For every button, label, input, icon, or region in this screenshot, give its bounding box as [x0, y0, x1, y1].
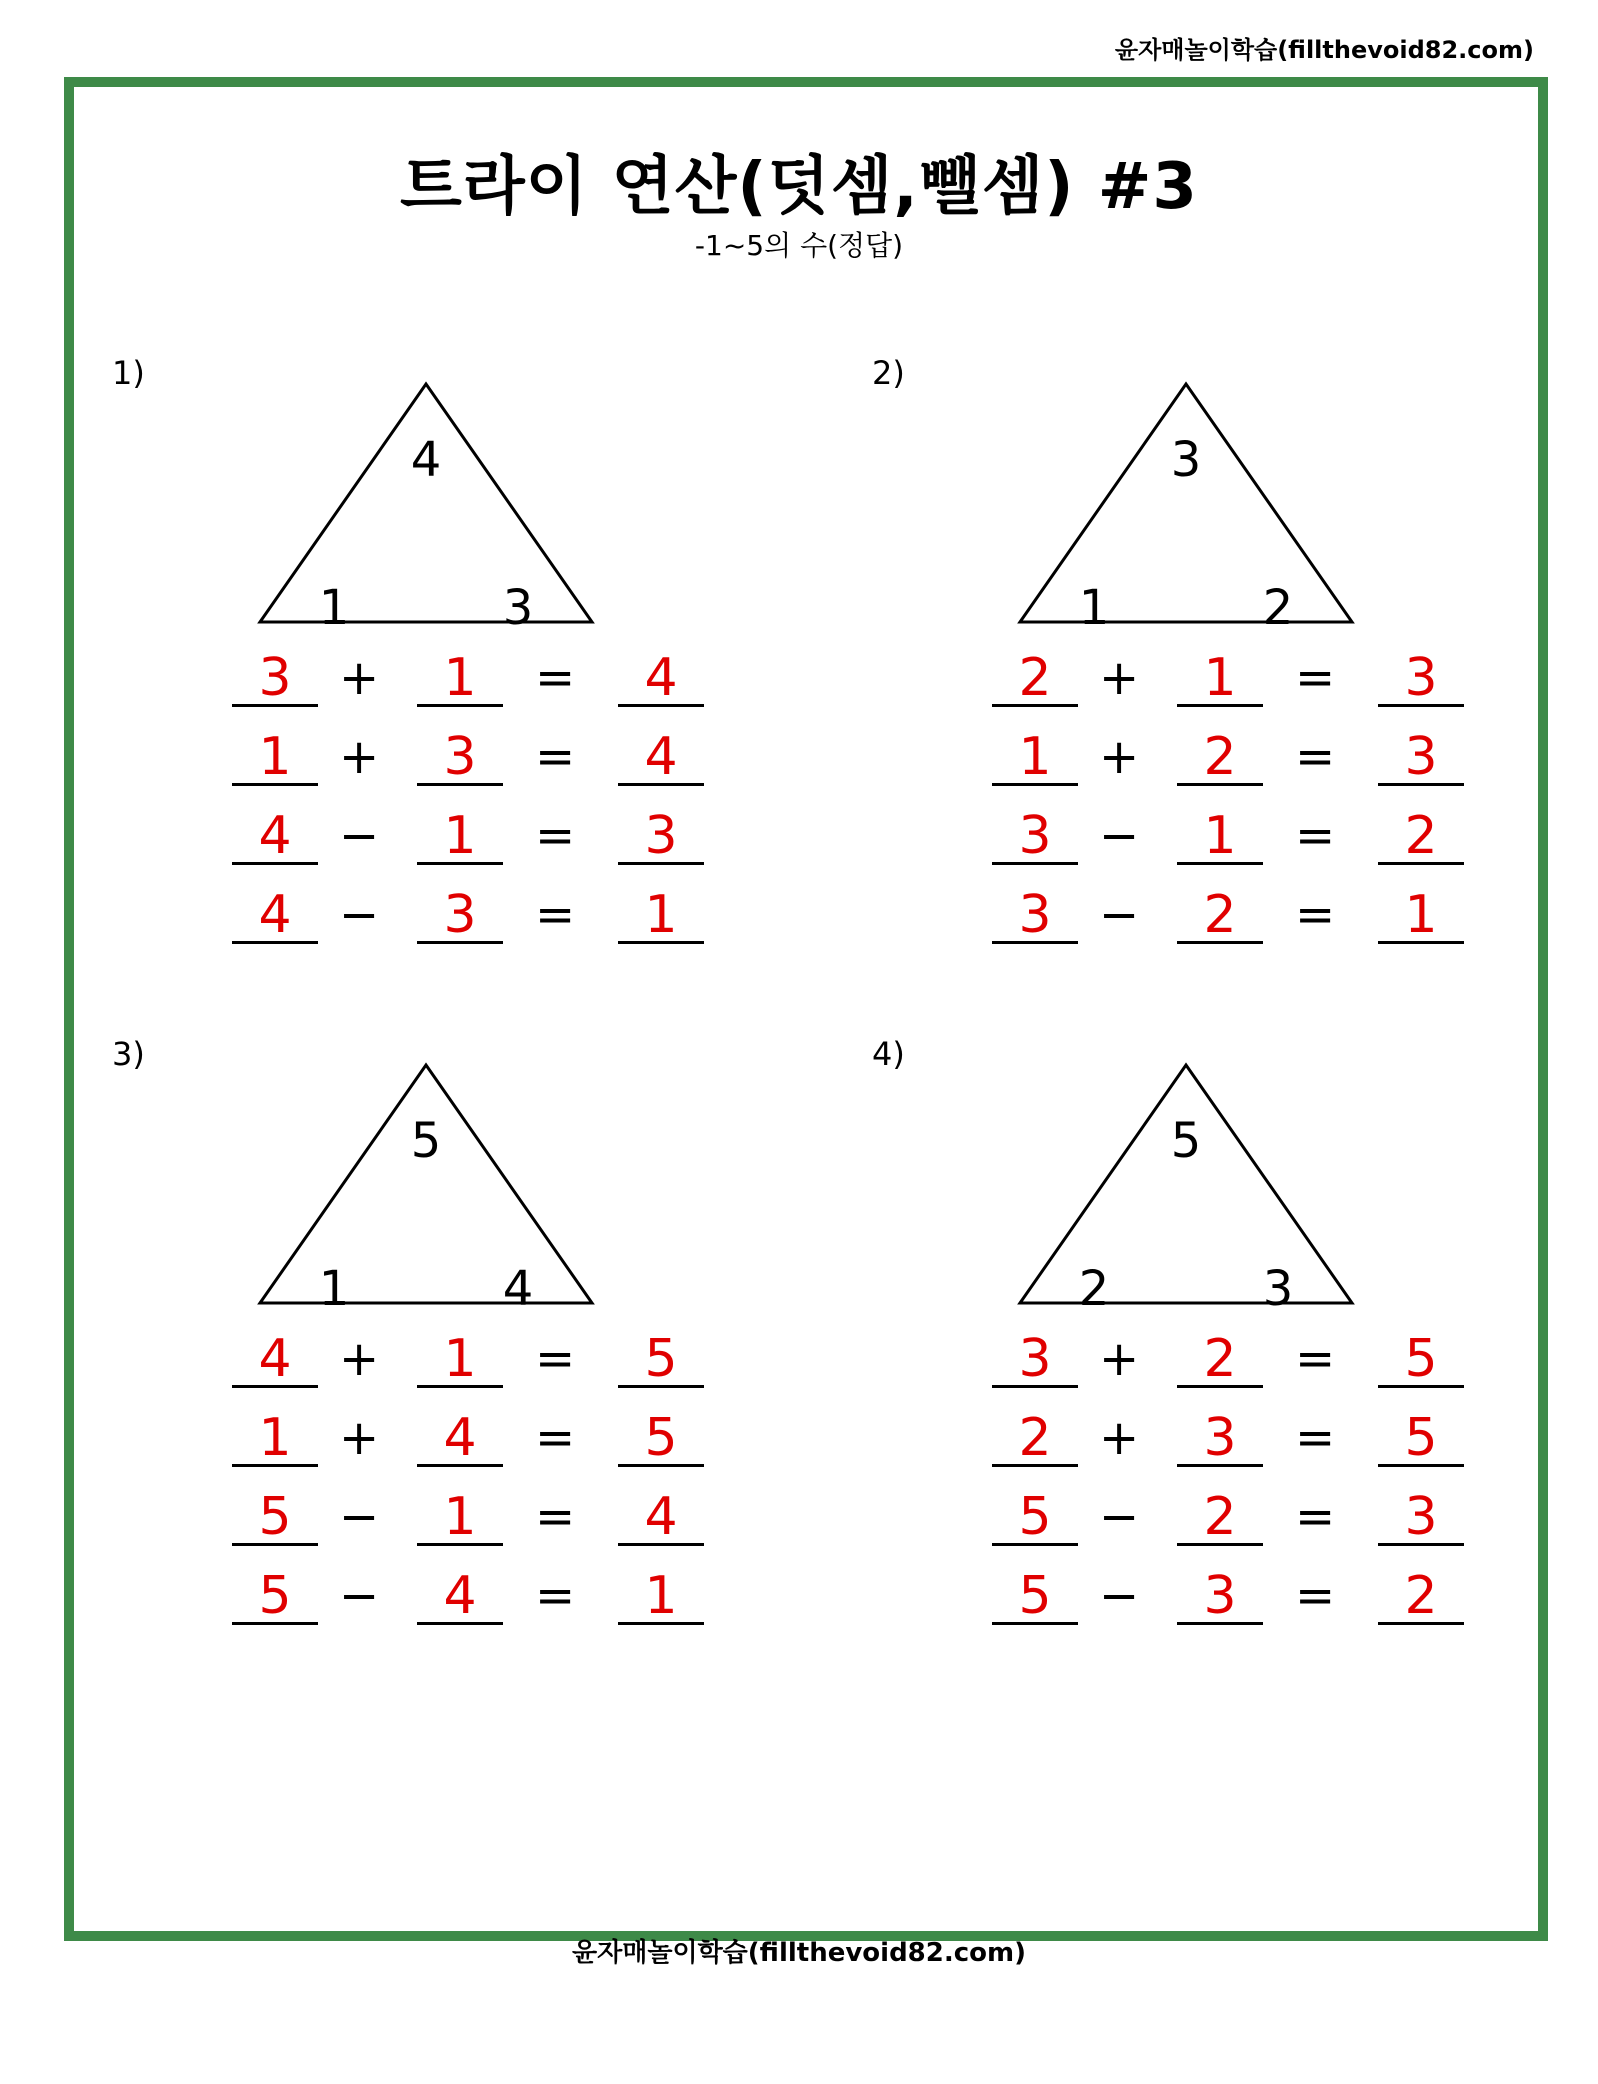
answer-blank-a: 3 [232, 652, 318, 707]
equals-sign: = [535, 1410, 576, 1466]
triangle-left-number: 2 [1078, 1261, 1110, 1317]
operator: − [339, 1568, 380, 1624]
equals-sign: = [535, 650, 576, 706]
answer-blank-b: 3 [417, 731, 503, 786]
answer-blank-c: 1 [618, 1570, 704, 1625]
equation-row [232, 1329, 732, 1412]
page-title: 트라이 연산(덧셈,뺄셈) #3 [400, 150, 1198, 224]
answer-blank-a: 4 [232, 1333, 318, 1388]
triangle-left-number: 1 [318, 1261, 350, 1317]
site-header-label: 윤자매놀이학습(fillthevoid82.com) [1114, 36, 1534, 64]
operator: + [1099, 1331, 1140, 1387]
equals-sign: = [535, 1331, 576, 1387]
answer-blank-c: 3 [1378, 652, 1464, 707]
triangle-left-number: 1 [318, 580, 350, 636]
triangle-right-number: 3 [502, 580, 534, 636]
answer-blank-b: 1 [417, 1333, 503, 1388]
equals-sign: = [1295, 1331, 1336, 1387]
problem-number: 1) [112, 354, 145, 392]
triangle-left-number: 1 [1078, 580, 1110, 636]
answer-blank-b: 2 [1177, 1491, 1263, 1546]
equation-list [232, 1329, 732, 1649]
equation-row [232, 1566, 732, 1649]
operator: + [339, 1410, 380, 1466]
equation-list [992, 648, 1492, 968]
equation-list [232, 648, 732, 968]
answer-blank-b: 2 [1177, 1333, 1263, 1388]
equals-sign: = [535, 887, 576, 943]
answer-blank-c: 1 [1378, 889, 1464, 944]
equals-sign: = [1295, 1568, 1336, 1624]
operator: − [1099, 1568, 1140, 1624]
equation-row [992, 1408, 1492, 1491]
answer-blank-b: 4 [417, 1570, 503, 1625]
answer-blank-c: 1 [618, 889, 704, 944]
equation-row [992, 727, 1492, 810]
answer-blank-c: 3 [1378, 731, 1464, 786]
equation-row [232, 727, 732, 810]
equals-sign: = [1295, 1410, 1336, 1466]
equation-row [232, 885, 732, 968]
equals-sign: = [535, 729, 576, 785]
answer-blank-b: 1 [417, 652, 503, 707]
equation-row [232, 806, 732, 889]
equals-sign: = [1295, 650, 1336, 706]
answer-blank-a: 3 [992, 810, 1078, 865]
operator: − [339, 808, 380, 864]
equals-sign: = [535, 808, 576, 864]
operator: + [1099, 729, 1140, 785]
answer-blank-c: 5 [1378, 1412, 1464, 1467]
operator: − [1099, 1489, 1140, 1545]
answer-blank-b: 1 [417, 1491, 503, 1546]
triangle-top-number: 5 [1170, 1113, 1202, 1169]
answer-blank-a: 1 [232, 731, 318, 786]
answer-blank-c: 5 [618, 1333, 704, 1388]
equals-sign: = [1295, 1489, 1336, 1545]
operator: − [339, 1489, 380, 1545]
triangle-right-number: 2 [1262, 580, 1294, 636]
equals-sign: = [1295, 887, 1336, 943]
answer-blank-a: 3 [992, 1333, 1078, 1388]
triangle-top-number: 5 [410, 1113, 442, 1169]
equation-row [232, 1487, 732, 1570]
site-footer-label: 윤자매놀이학습(fillthevoid82.com) [571, 1938, 1026, 1968]
answer-blank-a: 5 [232, 1570, 318, 1625]
equals-sign: = [1295, 729, 1336, 785]
triangle-top-number: 4 [410, 432, 442, 488]
answer-blank-c: 5 [618, 1412, 704, 1467]
problem-number: 4) [872, 1035, 905, 1073]
answer-blank-a: 5 [992, 1491, 1078, 1546]
problem-1 [112, 354, 812, 994]
answer-blank-c: 3 [1378, 1491, 1464, 1546]
equation-row [232, 1408, 732, 1491]
answer-blank-b: 1 [417, 810, 503, 865]
answer-blank-c: 4 [618, 731, 704, 786]
answer-blank-b: 2 [1177, 731, 1263, 786]
answer-blank-a: 2 [992, 1412, 1078, 1467]
operator: + [1099, 1410, 1140, 1466]
answer-blank-a: 4 [232, 810, 318, 865]
answer-blank-b: 1 [1177, 652, 1263, 707]
operator: + [1099, 650, 1140, 706]
equation-row [232, 648, 732, 731]
operator: + [339, 650, 380, 706]
answer-blank-b: 3 [1177, 1412, 1263, 1467]
problem-2 [872, 354, 1572, 994]
answer-blank-b: 3 [417, 889, 503, 944]
triangle-top-number: 3 [1170, 432, 1202, 488]
equation-row [992, 1566, 1492, 1649]
answer-blank-c: 2 [1378, 810, 1464, 865]
operator: − [1099, 808, 1140, 864]
operator: + [339, 1331, 380, 1387]
answer-blank-a: 5 [992, 1570, 1078, 1625]
answer-blank-c: 5 [1378, 1333, 1464, 1388]
equation-row [992, 1487, 1492, 1570]
equals-sign: = [1295, 808, 1336, 864]
problem-number: 3) [112, 1035, 145, 1073]
answer-blank-b: 4 [417, 1412, 503, 1467]
problem-number: 2) [872, 354, 905, 392]
answer-blank-c: 4 [618, 652, 704, 707]
answer-blank-a: 4 [232, 889, 318, 944]
equation-row [992, 806, 1492, 889]
answer-blank-a: 1 [992, 731, 1078, 786]
equation-row [992, 1329, 1492, 1412]
problem-3 [112, 1035, 812, 1675]
triangle-right-number: 4 [502, 1261, 534, 1317]
operator: − [1099, 887, 1140, 943]
answer-blank-b: 2 [1177, 889, 1263, 944]
equation-row [992, 648, 1492, 731]
answer-blank-b: 1 [1177, 810, 1263, 865]
triangle-right-number: 3 [1262, 1261, 1294, 1317]
operator: − [339, 887, 380, 943]
equation-list [992, 1329, 1492, 1649]
operator: + [339, 729, 380, 785]
answer-blank-b: 3 [1177, 1570, 1263, 1625]
problem-4 [872, 1035, 1572, 1675]
answer-blank-a: 2 [992, 652, 1078, 707]
equals-sign: = [535, 1489, 576, 1545]
answer-blank-a: 3 [992, 889, 1078, 944]
answer-blank-c: 4 [618, 1491, 704, 1546]
answer-blank-a: 5 [232, 1491, 318, 1546]
answer-blank-c: 2 [1378, 1570, 1464, 1625]
answer-blank-a: 1 [232, 1412, 318, 1467]
answer-blank-c: 3 [618, 810, 704, 865]
page-subtitle: -1~5의 수(정답) [694, 229, 904, 262]
equals-sign: = [535, 1568, 576, 1624]
equation-row [992, 885, 1492, 968]
